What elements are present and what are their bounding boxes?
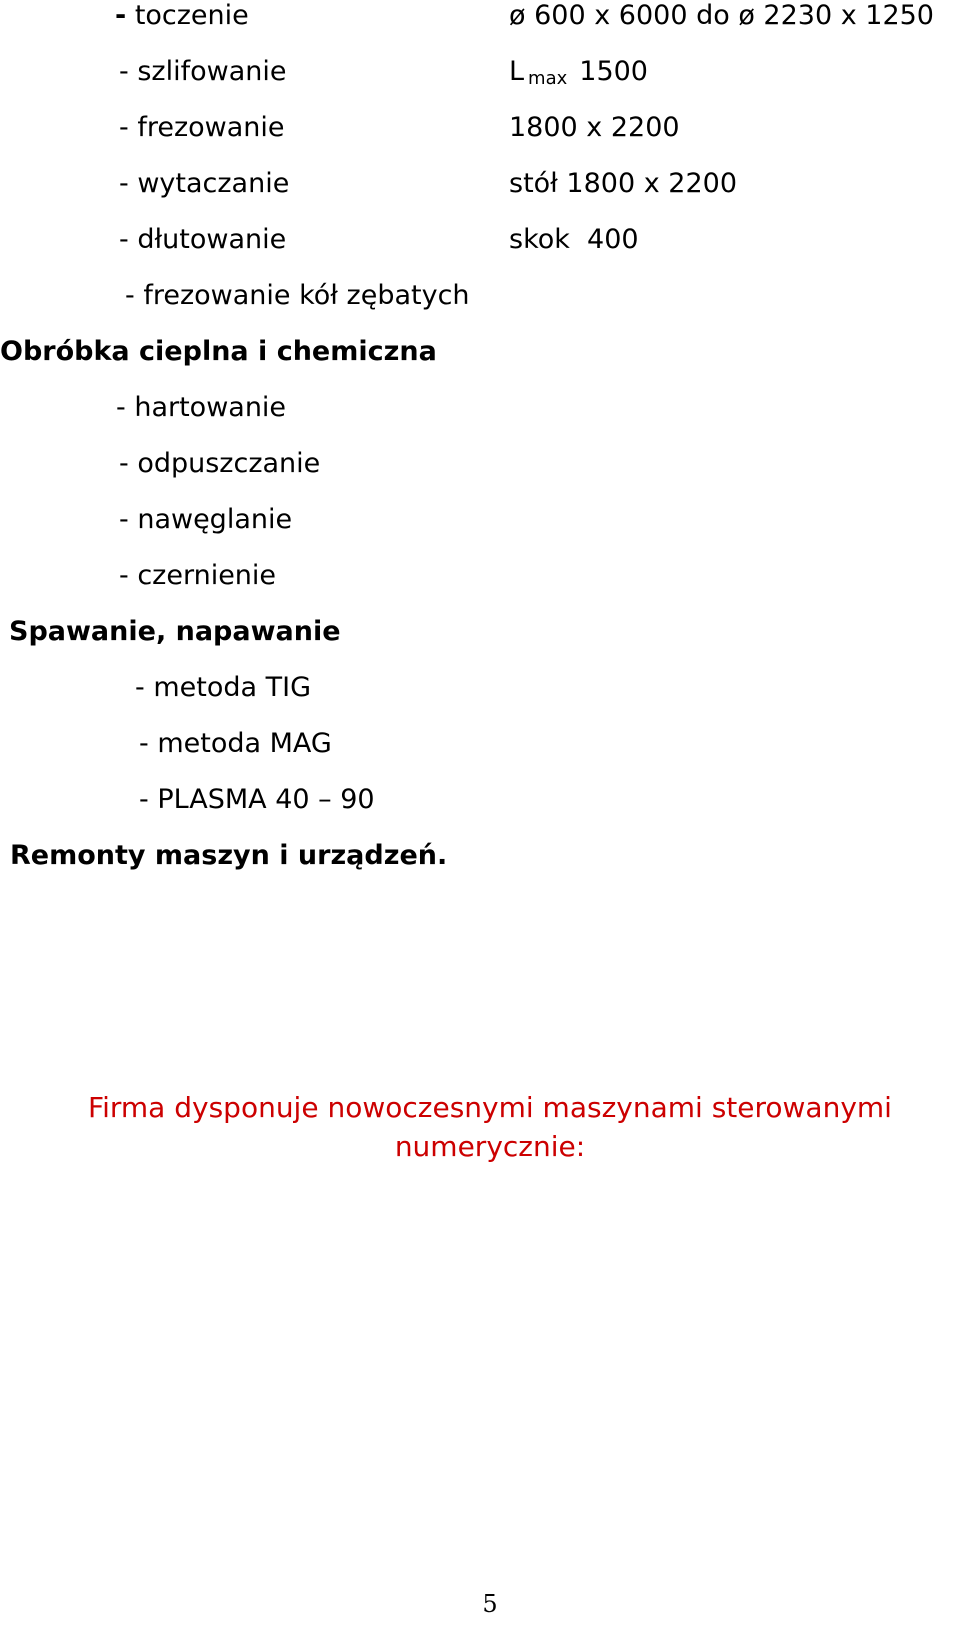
list-item-szlifowanie [119,56,286,88]
section-heading-heat-treatment: Obróbka cieplna i chemiczna [0,336,437,367]
value-szlifowanie [509,56,648,91]
list-item-label: frezowanie kół zębatych [143,280,470,311]
red-note [0,1088,960,1166]
list-dash: - [119,224,129,255]
red-note-line-2: numerycznie: [394,1130,586,1163]
list-dash: - [115,0,127,31]
red-note-line-1: Firma dysponuje nowoczesnymi maszynami sterowanymi [88,1091,892,1124]
value-toczenie: ø 600 x 6000 do ø 2230 x 1250 [509,0,934,31]
list-item-label: szlifowanie [137,56,287,87]
value-wytaczanie: stół 1800 x 2200 [509,168,737,199]
value-suffix: 1500 [579,56,648,87]
list-dash: - [119,168,129,199]
section-heading-repairs: Remonty maszyn i urządzeń. [10,840,448,871]
section-heading-welding: Spawanie, napawanie [9,616,341,647]
list-item: - odpuszczanie [119,448,321,479]
list-item: - PLASMA 40 – 90 [139,784,375,815]
list-item-frezowanie [119,112,285,144]
list-item-frezowanie-kol [125,280,470,312]
list-dash: - [119,56,129,87]
value-subscript: max [528,68,568,89]
list-item-label: frezowanie [137,112,285,143]
list-item-label: dłutowanie [137,224,287,255]
list-item-dlutowanie [119,224,286,256]
list-item-wytaczanie [119,168,289,200]
value-dlutowanie: skok 400 [509,224,639,255]
value-frezowanie: 1800 x 2200 [509,112,680,143]
list-item-label: wytaczanie [137,168,290,199]
list-dash: - [125,280,135,311]
list-item: - metoda MAG [139,728,332,759]
list-item: - hartowanie [116,392,287,423]
list-item-label: toczenie [134,0,249,31]
list-item-toczenie [115,0,249,32]
page-number: 5 [482,1590,498,1618]
list-item: - metoda TIG [135,672,311,703]
list-item: - czernienie [119,560,277,591]
list-item: - nawęglanie [119,504,293,535]
list-dash: - [119,112,129,143]
value-prefix: L [509,56,525,87]
